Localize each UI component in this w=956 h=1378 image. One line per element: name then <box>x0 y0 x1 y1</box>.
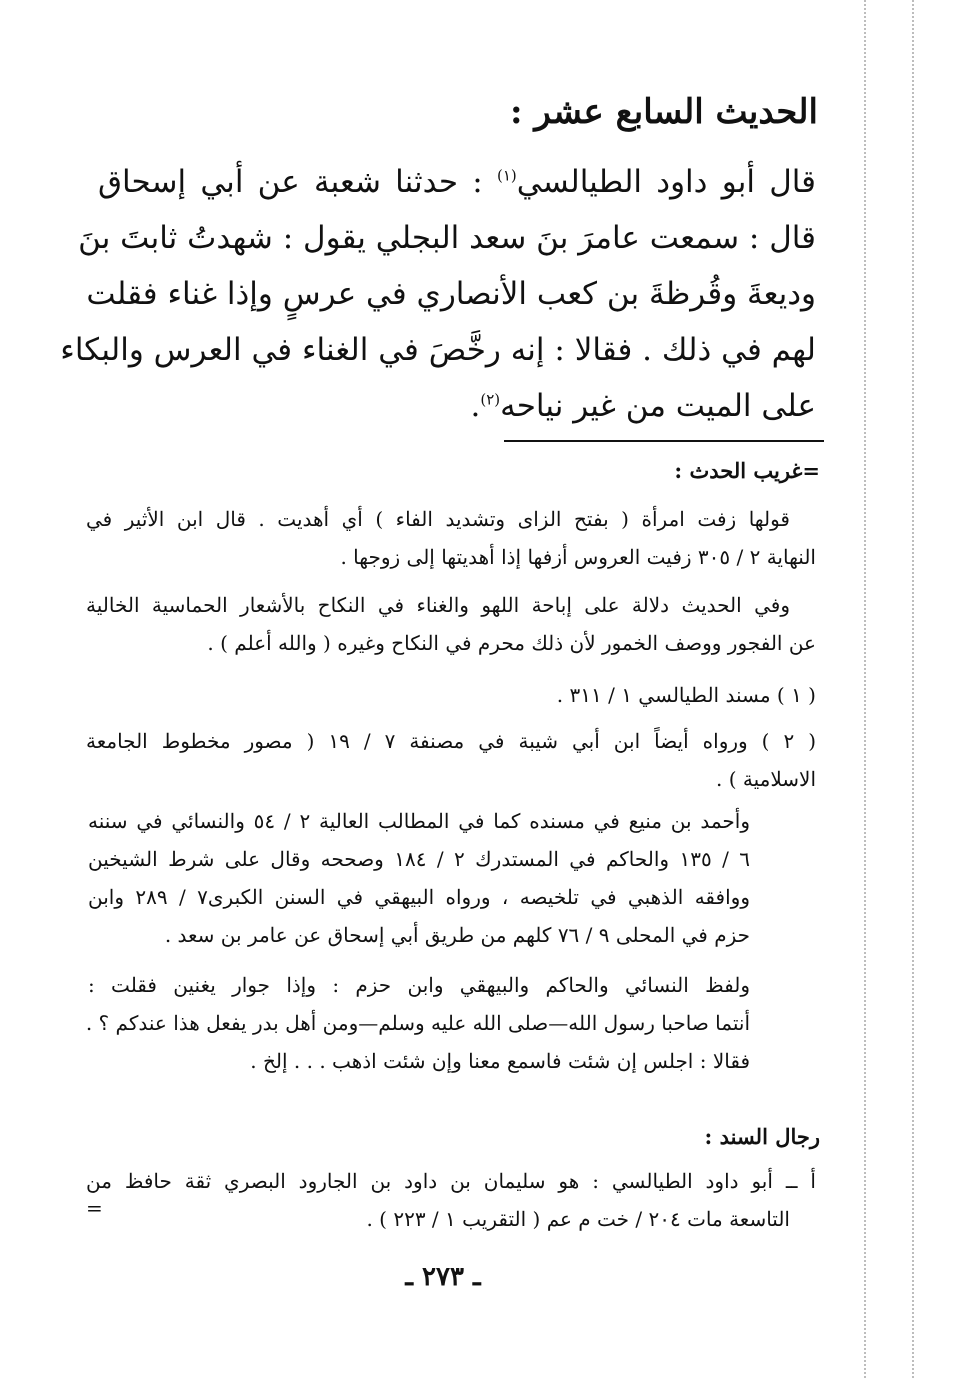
gharib-heading: =غريب الحدث : <box>674 458 820 483</box>
hadith-line-1: قال أبو داود الطيالسي$^{(١)}$ : حدثنا شعبة عن أبي إسحاق <box>98 164 816 200</box>
hadith-text <box>60 154 816 434</box>
hadith-line-4: لهم في ذلك . فقالا : إنه رخَّصَ في الغناء في العرس والبكاء <box>60 332 816 368</box>
continuation-mark: = <box>86 1196 103 1220</box>
footnote-mark-2: (٢) <box>480 390 501 409</box>
footnote-mark-1: (١) <box>497 166 517 185</box>
footnote-1: ( ١ ) مسند الطيالسي ١ / ٣١١ . <box>556 683 816 707</box>
footnote-2-sources: وأحمد بن منيع في مسنده كما في المطالب العالية ٢ / ٥٤ والنسائي في سننه ٦ / ١٣٥ والحاكم في المستدرك ٢ / ١٨٤ وصححه وقال على شرط الشيخين ووافقه الذهبي في تلخيصه ، ورواه البيهقي في السنن الكبرى٧ / ٢٨٩ وابن حزم في المحلى ٩ / ٧٦ كلهم من طريق أبي إسحاق عن عامر بن سعد . <box>88 809 751 947</box>
rijal-entry-a: أ ــ أبو داود الطيالسي : هو سليمان بن داود بن الجارود البصري ثقة حافظ من التاسعة مات ٢٠٤ / خت م عم ( التقريب ١ / ٢٢٣ ) . <box>86 1169 816 1231</box>
footnote-2-wording: ولفظ النسائي والحاكم والبيهقي وابن حزم : وإذا جوار يغنين فقلت : أنتما صاحبا رسول الله—صلى الله عليه وسلم—ومن أهل بدر يفعل هذا عندكم ؟ . فقالا : اجلس إن شئت فاسمع معنا وإن شئت اذهب . . . إلخ . <box>85 973 750 1073</box>
hadith-line-5: على الميت من غير نياحه$^{(٢)}$. <box>470 388 816 424</box>
margin-dotted-line <box>912 0 914 1378</box>
rijal-heading: رجال السند : <box>704 1124 820 1149</box>
footnote-2: ( ٢ ) ورواه أيضاً ابن أبي شيبة في مصنفة ٧ / ١٩ ( مصور مخطوط الجامعة الاسلامية ) . <box>86 729 816 791</box>
footnote-separator <box>504 440 824 442</box>
margin-dotted-line <box>864 0 866 1378</box>
page-number: ـ ٢٧٣ ـ <box>405 1262 481 1292</box>
hadith-heading: الحديث السابع عشر : <box>510 92 818 132</box>
hadith-line-3: وديعةَ وقُرظةَ بن كعب الأنصاري في عرسٍ وإذا غناء فقلت <box>86 276 816 312</box>
gharib-paragraph-2: وفي الحديث دلالة على إباحة اللهو والغناء في النكاح بالأشعار الحماسية الخالية عن الفجور ووصف الخمور لأن ذلك محرم في النكاح وغيره ( والله أعلم ) . <box>86 593 816 655</box>
gharib-paragraph-1: قولها زفت امرأة ( بفتح الزاى وتشديد الفاء ) أي أهديت . قال ابن الأثير في النهاية ٢ / ٣٠٥ زفيت العروس أزفها إذا أهديتها إلى زوجها . <box>86 507 816 569</box>
hadith-line-2: قال : سمعت عامرَ بنَ سعد البجلي يقول : شهدتُ ثابتَ بنَ <box>78 220 816 256</box>
